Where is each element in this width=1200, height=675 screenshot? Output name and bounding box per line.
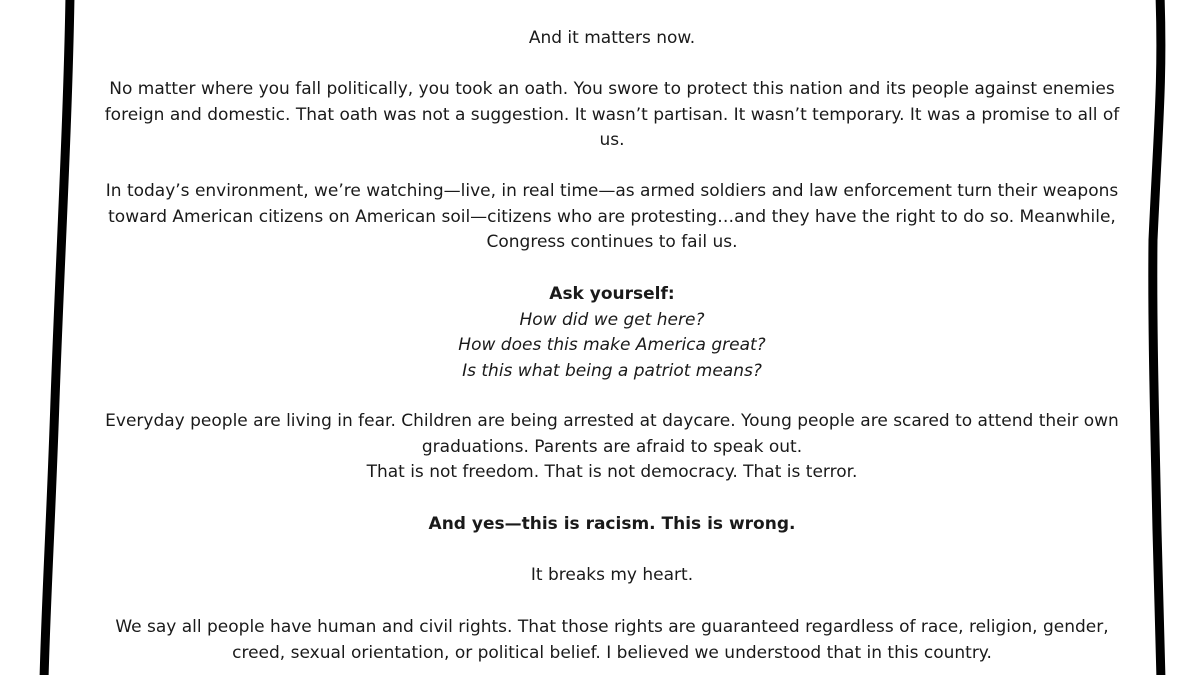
left-border-stroke xyxy=(44,0,70,675)
paragraph-rights: We say all people have human and civil rights. That those rights are guaranteed regardless of race, religion, gender, creed, sexual orientation, or political belief. I believed we understood that in this country. xyxy=(115,617,1109,663)
question-item: Is this what being a patriot means? xyxy=(462,360,762,381)
right-border-stroke xyxy=(1153,0,1161,675)
ask-yourself-block xyxy=(90,282,1134,384)
paragraph-racism: And yes—this is racism. This is wrong. xyxy=(428,514,796,534)
paragraph-fear-main: Everyday people are living in fear. Children are being arrested at daycare. Young people are scared to attend their own graduations. Parents are afraid to speak out. xyxy=(105,411,1119,457)
ask-yourself-heading: Ask yourself: xyxy=(549,284,675,304)
paragraph-environment: In today’s environment, we’re watching—live, in real time—as armed soldiers and law enforcement turn their weapons toward American citizens on American soil—citizens who are protesting…and they have the right to do so. Meanwhile, Congress continues to fail us. xyxy=(105,181,1119,253)
question-item: How does this make America great? xyxy=(458,335,766,356)
letter-body xyxy=(90,0,1134,675)
paragraph-oath: No matter where you fall politically, you took an oath. You swore to protect this nation and its people against enemies foreign and domestic. That oath was not a suggestion. It wasn’t partisan. It wasn’t temporary. It was a promise to all of us. xyxy=(104,79,1120,151)
paragraph-heart: It breaks my heart. xyxy=(530,565,694,585)
paragraph-fear xyxy=(90,409,1134,486)
question-item: How did we get here? xyxy=(519,309,705,330)
paragraph-fear-conclusion: That is not freedom. That is not democracy. That is terror. xyxy=(366,462,858,483)
paragraph-matters-now: And it matters now. xyxy=(528,28,696,48)
